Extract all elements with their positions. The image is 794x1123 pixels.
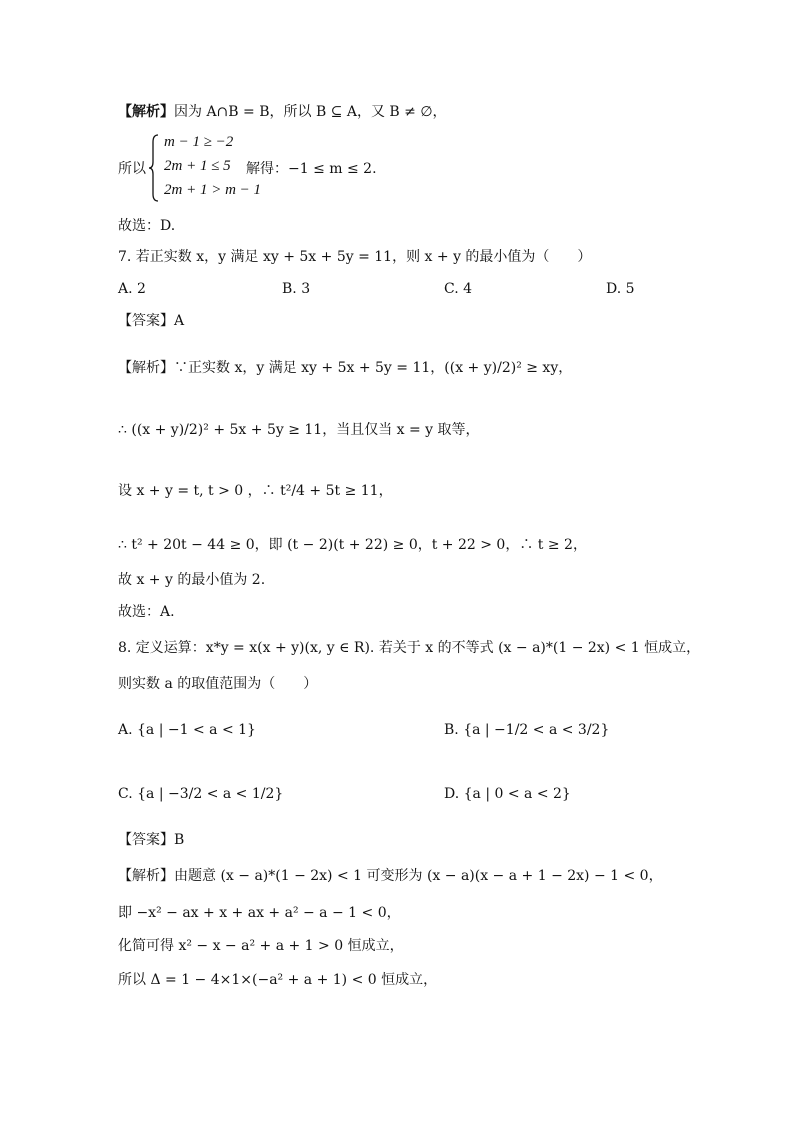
question-7-stem: 7. 若正实数 x，y 满足 xy + 5x + 5y = 11，则 x + y 的最小值为（ ） — [118, 249, 592, 265]
analysis-line — [118, 102, 447, 122]
select-line: 故选：D. — [118, 218, 176, 234]
q8-answer: 【答案】B — [118, 832, 185, 848]
analysis-text: 因为 A∩B = B，所以 B ⊆ A，又 B ≠ ∅， — [174, 104, 447, 120]
q7-option-d: D. 5 — [606, 281, 635, 297]
q7-analysis-line-1: 【解析】∵正实数 x，y 满足 xy + 5x + 5y = 11，((x + y)/2)² ≥ xy， — [118, 360, 573, 376]
analysis-label: 【解析】 — [118, 104, 174, 120]
system-eq-3: 2m + 1 > m − 1 — [164, 182, 262, 198]
question-8-stem-2: 则实数 a 的取值范围为（ ） — [118, 676, 318, 692]
q8-option-d: D. {a | 0 < a < 2} — [444, 786, 571, 802]
q7-analysis-line-3: 设 x + y = t, t > 0 ，∴ t²/4 + 5t ≥ 11， — [118, 483, 393, 499]
q8-analysis-line-3: 化简可得 x² − x − a² + a + 1 > 0 恒成立， — [118, 938, 404, 954]
q8-analysis-line-4: 所以 Δ = 1 − 4×1×(−a² + a + 1) < 0 恒成立， — [118, 972, 438, 988]
system-solution: 解得：−1 ≤ m ≤ 2. — [246, 161, 377, 177]
q8-option-c: C. {a | −3/2 < a < 1/2} — [118, 786, 284, 802]
q7-option-b: B. 3 — [282, 281, 311, 297]
q8-analysis-line-2: 即 −x² − ax + x + ax + a² − a − 1 < 0， — [118, 905, 401, 921]
q8-analysis-line-1: 【解析】由题意 (x − a)*(1 − 2x) < 1 可变形为 (x − a)(x − a + 1 − 2x) − 1 < 0， — [118, 868, 663, 884]
q7-option-a: A. 2 — [118, 281, 146, 297]
q7-analysis-line-5: 故 x + y 的最小值为 2. — [118, 572, 266, 588]
system-prefix: 所以 — [118, 161, 146, 177]
q7-option-c: C. 4 — [444, 281, 473, 297]
system-eq-1: m − 1 ≥ −2 — [164, 134, 234, 150]
left-brace-icon — [148, 134, 160, 202]
q7-select: 故选：A. — [118, 604, 175, 620]
q7-analysis-line-4: ∴ t² + 20t − 44 ≥ 0，即 (t − 2)(t + 22) ≥ 0，t + 22 > 0，∴ t ≥ 2， — [118, 537, 587, 553]
system-eq-2: 2m + 1 ≤ 5 — [164, 158, 231, 174]
q7-answer: 【答案】A — [118, 313, 185, 329]
q7-analysis-line-2: ∴ ((x + y)/2)² + 5x + 5y ≥ 11，当且仅当 x = y 取等， — [118, 422, 480, 438]
question-8-stem-1: 8. 定义运算：x*y = x(x + y)(x, y ∈ R). 若关于 x 的不等式 (x − a)*(1 − 2x) < 1 恒成立， — [118, 640, 701, 656]
q8-option-a: A. {a | −1 < a < 1} — [118, 722, 256, 738]
q8-option-b: B. {a | −1/2 < a < 3/2} — [444, 722, 610, 738]
inequality-system — [118, 132, 418, 204]
